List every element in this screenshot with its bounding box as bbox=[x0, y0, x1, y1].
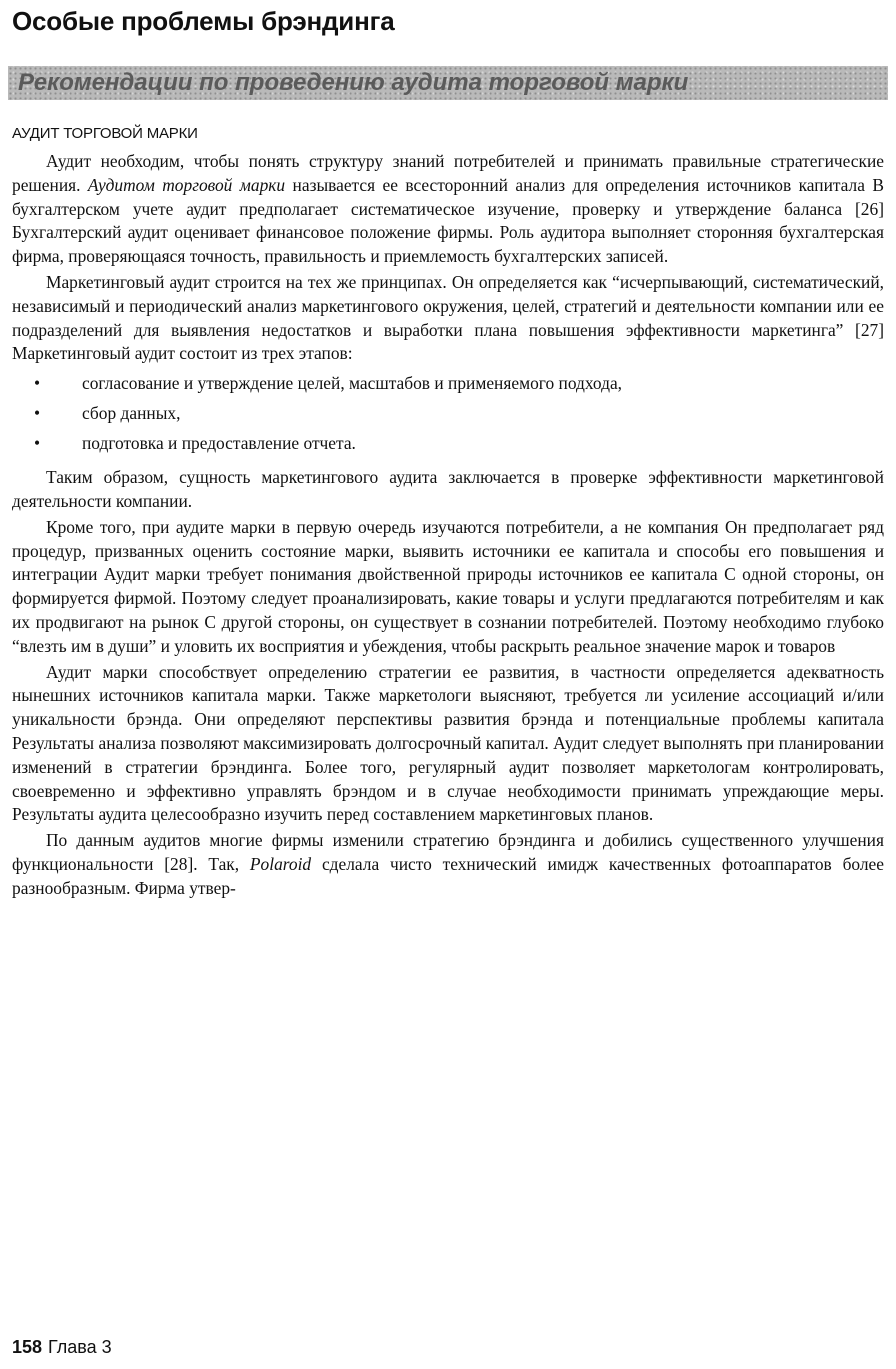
bullet-icon: • bbox=[34, 433, 41, 454]
list-item-text: согласование и утверждение целей, масштабов и применяемого подхода, bbox=[82, 373, 623, 394]
paragraph-6-text-b: сделала чисто технический имидж качественных фотоаппаратов более разнообразным. Фирма утвер- bbox=[12, 853, 884, 898]
list-item bbox=[12, 368, 884, 398]
paragraph-4: Кроме того, при аудите марки в первую очередь изучаются потребители, а не компания Он предполагает ряд процедур, призванных оценить состояние марки, выявить источники ее капитала и способы его повышения и интеграции Аудит марки требует понимания двойственной природы источников ее капитала С одной стороны, он формируется фирмой. Поэтому следует проанализировать, какие товары и услуги предлагаются потребителям и как их продвигают на рынок С другой стороны, он существует в сознании потребителей. Поэтому необходимо глубоко “влезть им в души” и уловить их восприятия и убеждения, чтобы раскрыть реальное значение марок и товаров bbox=[12, 516, 884, 656]
paragraph-1-text-a: Аудит необходим, чтобы понять структуру знаний потребителей и принимать правильные стратегические решения. bbox=[12, 151, 884, 195]
paragraph-6-text-a: По данным аудитов многие фирмы изменили стратегию брэндинга и добились существенного улучшения функциональности [28]. Так, bbox=[12, 830, 884, 874]
list-item-text: сбор данных, bbox=[82, 403, 181, 424]
paragraph-5: Аудит марки способствует определению стратегии ее развития, в частности определяется адекватность нынешних источников капитала марки. Также маркетологи выясняют, требуется ли усиление ассоциаций и/или уникальности брэнда. Они определяют перспективы развития брэнда и потенциальные проблемы капитала Результаты анализа позволяют максимизировать долгосрочный капитал. Аудит следует выполнять при планировании изменений в стратегии брэндинга. Более того, регулярный аудит позволяет маркетологам контролировать, своевременно и эффективно управлять брэндом и в случае необходимости принимать упреждающие меры. Результаты аудита целесообразно изучить перед составлением маркетинговых планов. bbox=[12, 661, 884, 825]
subheading: АУДИТ ТОРГОВОЙ МАРКИ bbox=[12, 125, 198, 142]
chapter-label: Глава 3 bbox=[48, 1337, 112, 1357]
list-item bbox=[12, 428, 884, 458]
bullet-icon: • bbox=[34, 373, 41, 394]
paragraph-3: Таким образом, сущность маркетингового аудита заключается в проверке эффективности маркетинговой деятельности компании. bbox=[12, 467, 884, 511]
audit-stages-list bbox=[12, 368, 884, 458]
bullet-icon: • bbox=[34, 403, 41, 424]
section-title: Рекомендации по проведению аудита торговой марки bbox=[18, 69, 689, 96]
body-text bbox=[12, 150, 884, 901]
list-item bbox=[12, 398, 884, 428]
list-item-text: подготовка и предоставление отчета. bbox=[82, 433, 356, 454]
paragraph-6-emphasis: Polaroid bbox=[249, 853, 312, 874]
page-number: 158 bbox=[12, 1337, 43, 1357]
paragraph-1-emphasis: Аудитом торговой марки bbox=[87, 174, 286, 195]
paragraph-1 bbox=[12, 150, 884, 269]
section-banner bbox=[8, 66, 888, 100]
chapter-title: Особые проблемы брэндинга bbox=[12, 6, 395, 36]
paragraph-6 bbox=[12, 829, 884, 900]
page-footer bbox=[12, 1335, 112, 1359]
paragraph-2: Маркетинговый аудит строится на тех же принципах. Он определяется как “исчерпывающий, систематический, независимый и периодический анализ маркетингового окружения, целей, стратегий и деятельности компании или ее подразделений для выявления недостатков и выработки плана повышения эффективности маркетинга” [27] Маркетинговый аудит состоит из трех этапов: bbox=[12, 271, 884, 364]
paragraph-1-text-b: называется ее всесторонний анализ для определения источников капитала В бухгалтерском учете аудит предполагает систематическое изучение, проверку и утверждение баланса [26] Бухгалтерский аудит оценивает финансовое положение фирмы. Роль аудитора выполняет сторонняя бухгалтерская фирма, проверяющаяся точность, правильность и приемлемость бухгалтерских записей. bbox=[12, 174, 884, 267]
